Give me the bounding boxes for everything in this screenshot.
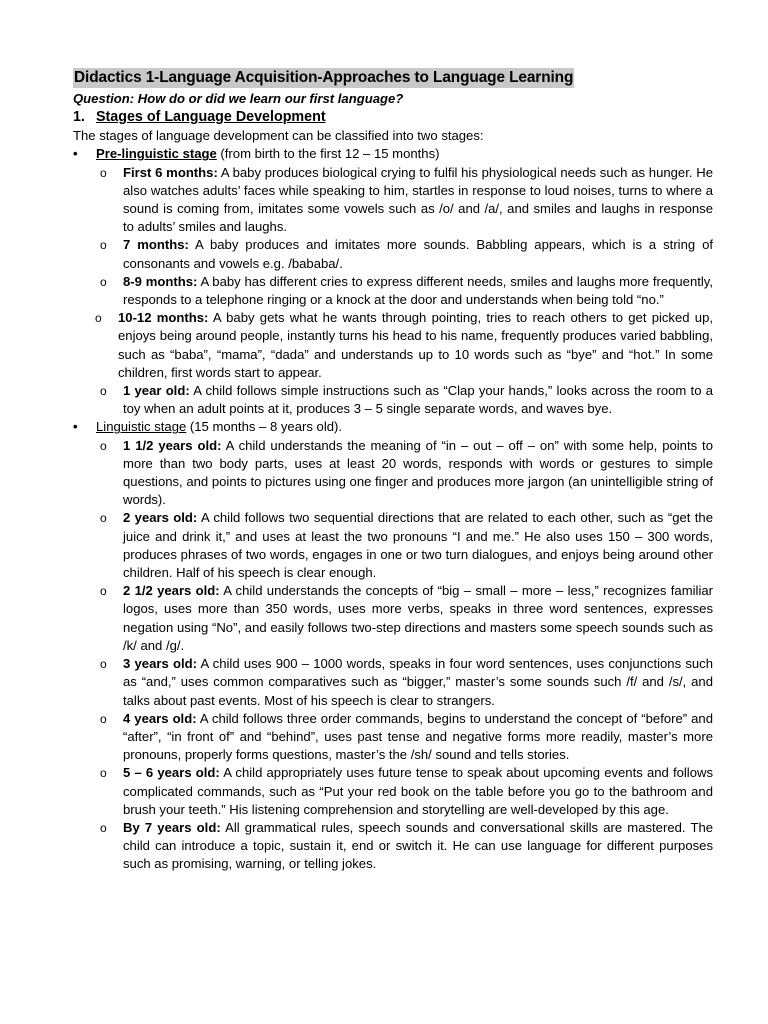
list-item xyxy=(73,764,713,819)
section-number: 1. xyxy=(73,109,85,126)
item-text: A baby has different cries to express different needs, smiles and laughs more frequently, responds to a telephone ringing or a knock at the door and understands when being told “no.” xyxy=(123,273,713,308)
list-item xyxy=(73,382,713,418)
circle-bullet-icon: o xyxy=(95,311,102,326)
list-item xyxy=(73,309,713,382)
list-item xyxy=(73,509,713,582)
intro-paragraph: The stages of language development can be classified into two stages: xyxy=(73,128,484,144)
stage-range: (from birth to the first 12 – 15 months) xyxy=(216,146,440,162)
list-item xyxy=(73,655,713,710)
item-text: A baby produces and imitates more sounds. Babbling appears, which is a string of consonants and vowels e.g. /bababa/. xyxy=(123,237,713,271)
bullet-icon: • xyxy=(73,419,78,435)
item-text: A child understands the concepts of “big – small – more – less,” recognizes familiar logos, uses more than 350 words, uses more verbs, speaks in three word sentences, expresses negation using “No”, and easily follows two-step directions and masters some speech sounds such as /k/ and /g/. xyxy=(123,583,713,653)
item-text: A child follows two sequential directions that are related to each other, such as “get the juice and drink it,” and uses at least the two pronouns “I and me.” He also uses 150 – 300 words, produces phrases of two words, engages in one or two turn dialogues, and enjoys being around other children. Half of his speech is clear enough. xyxy=(123,510,713,581)
item-label: 1 year old: xyxy=(123,383,190,399)
bullet-icon: • xyxy=(73,146,78,162)
item-label: 10-12 months: xyxy=(118,310,209,326)
circle-bullet-icon: o xyxy=(100,584,107,599)
stage-name: Pre-linguistic stage xyxy=(96,146,217,162)
section-title: Stages of Language Development xyxy=(96,109,326,126)
item-label: 2 years old: xyxy=(123,510,198,526)
circle-bullet-icon: o xyxy=(100,657,107,672)
list-item xyxy=(73,236,713,272)
linguistic-list xyxy=(73,437,713,874)
stage-name: Linguistic stage xyxy=(96,419,187,435)
circle-bullet-icon: o xyxy=(100,274,107,289)
item-text: A baby gets what he wants through pointing, tries to reach others to get picked up, enjoys being around people, instantly turns his head to his name, frequently produces varied babbling, such as “baba”, “mama”, “dada” and understands up to 10 words such as “bye” and “hot.” In some children, first words start to appear. xyxy=(118,310,713,380)
section-heading xyxy=(73,108,713,127)
item-text: A baby produces biological crying to fulfil his physiological needs such as hunger. He also watches adults’ faces while speaking to him, startles in response to loud noises, turns to where a sound is coming from, imitates some vowels such as /o/ and /a/, and smiles and laughs in response to adults’ smiles and laughs. xyxy=(123,164,713,235)
item-text: A child appropriately uses future tense to speak about upcoming events and follows complicated commands, such as “Put your red book on the table before you go to the bathroom and brush your teeth.” His listening comprehension and storytelling are well-developed by this age. xyxy=(123,765,713,817)
list-item xyxy=(73,582,713,655)
item-label: 5 – 6 years old: xyxy=(123,765,220,781)
list-item xyxy=(73,164,713,237)
item-label: 1 1/2 years old: xyxy=(123,437,222,453)
item-label: 2 1/2 years old: xyxy=(123,583,220,599)
list-item xyxy=(73,437,713,510)
question-line: Question: How do or did we learn our first language? xyxy=(73,91,404,106)
circle-bullet-icon: o xyxy=(100,238,107,253)
circle-bullet-icon: o xyxy=(100,820,107,835)
circle-bullet-icon: o xyxy=(100,766,107,781)
circle-bullet-icon: o xyxy=(100,384,107,399)
document-title xyxy=(73,68,713,88)
item-label: By 7 years old: xyxy=(123,819,221,835)
circle-bullet-icon: o xyxy=(100,511,107,526)
stage-range: (15 months – 8 years old). xyxy=(186,419,343,435)
list-item xyxy=(73,819,713,874)
list-item xyxy=(73,710,713,765)
item-label: 4 years old: xyxy=(123,710,197,726)
item-text: All grammatical rules, speech sounds and conversational skills are mastered. The child can introduce a topic, sustain it, end or switch it. He can use language for different purposes such as promising, warning, or telling jokes. xyxy=(123,819,714,872)
item-text: A child follows three order commands, begins to understand the concept of “before” and “after”, “in front of” and “behind”, uses past tense and negative forms more readily, master’s more pronouns, properly forms questions, master’s the /sh/ sound and tells stories. xyxy=(123,710,713,763)
circle-bullet-icon: o xyxy=(100,438,107,453)
list-item xyxy=(73,273,713,309)
title-text: Didactics 1-Language Acquisition-Approaches to Language Learning xyxy=(74,69,574,86)
item-label: 3 years old: xyxy=(123,656,197,672)
item-text: A child uses 900 – 1000 words, speaks in four word sentences, uses conjunctions such as “and,” uses common comparatives such as “bigger,” master’s some sounds such /f/ and /s/, and talks about past events. Most of his speech is clear to strangers. xyxy=(123,656,713,708)
item-text: A child understands the meaning of “in – out – off – on” with some help, points to more than two body parts, uses at least 20 words, responds with words or gestures to simple questions, and points to pictures using one finger and produces more jargon (an unintelligible string of words). xyxy=(123,437,713,508)
circle-bullet-icon: o xyxy=(100,165,107,180)
stage-linguistic xyxy=(73,418,713,436)
prelinguistic-list xyxy=(73,164,713,419)
item-label: 7 months: xyxy=(123,237,189,253)
item-label: First 6 months: xyxy=(123,164,218,180)
document-page xyxy=(73,68,713,874)
circle-bullet-icon: o xyxy=(100,711,107,726)
stage-prelinguistic xyxy=(73,145,713,163)
item-label: 8-9 months: xyxy=(123,273,198,289)
item-text: A child follows simple instructions such as “Clap your hands,” looks across the room to a toy when an adult points at it, produces 3 – 5 single separate words, and waves bye. xyxy=(123,383,713,417)
